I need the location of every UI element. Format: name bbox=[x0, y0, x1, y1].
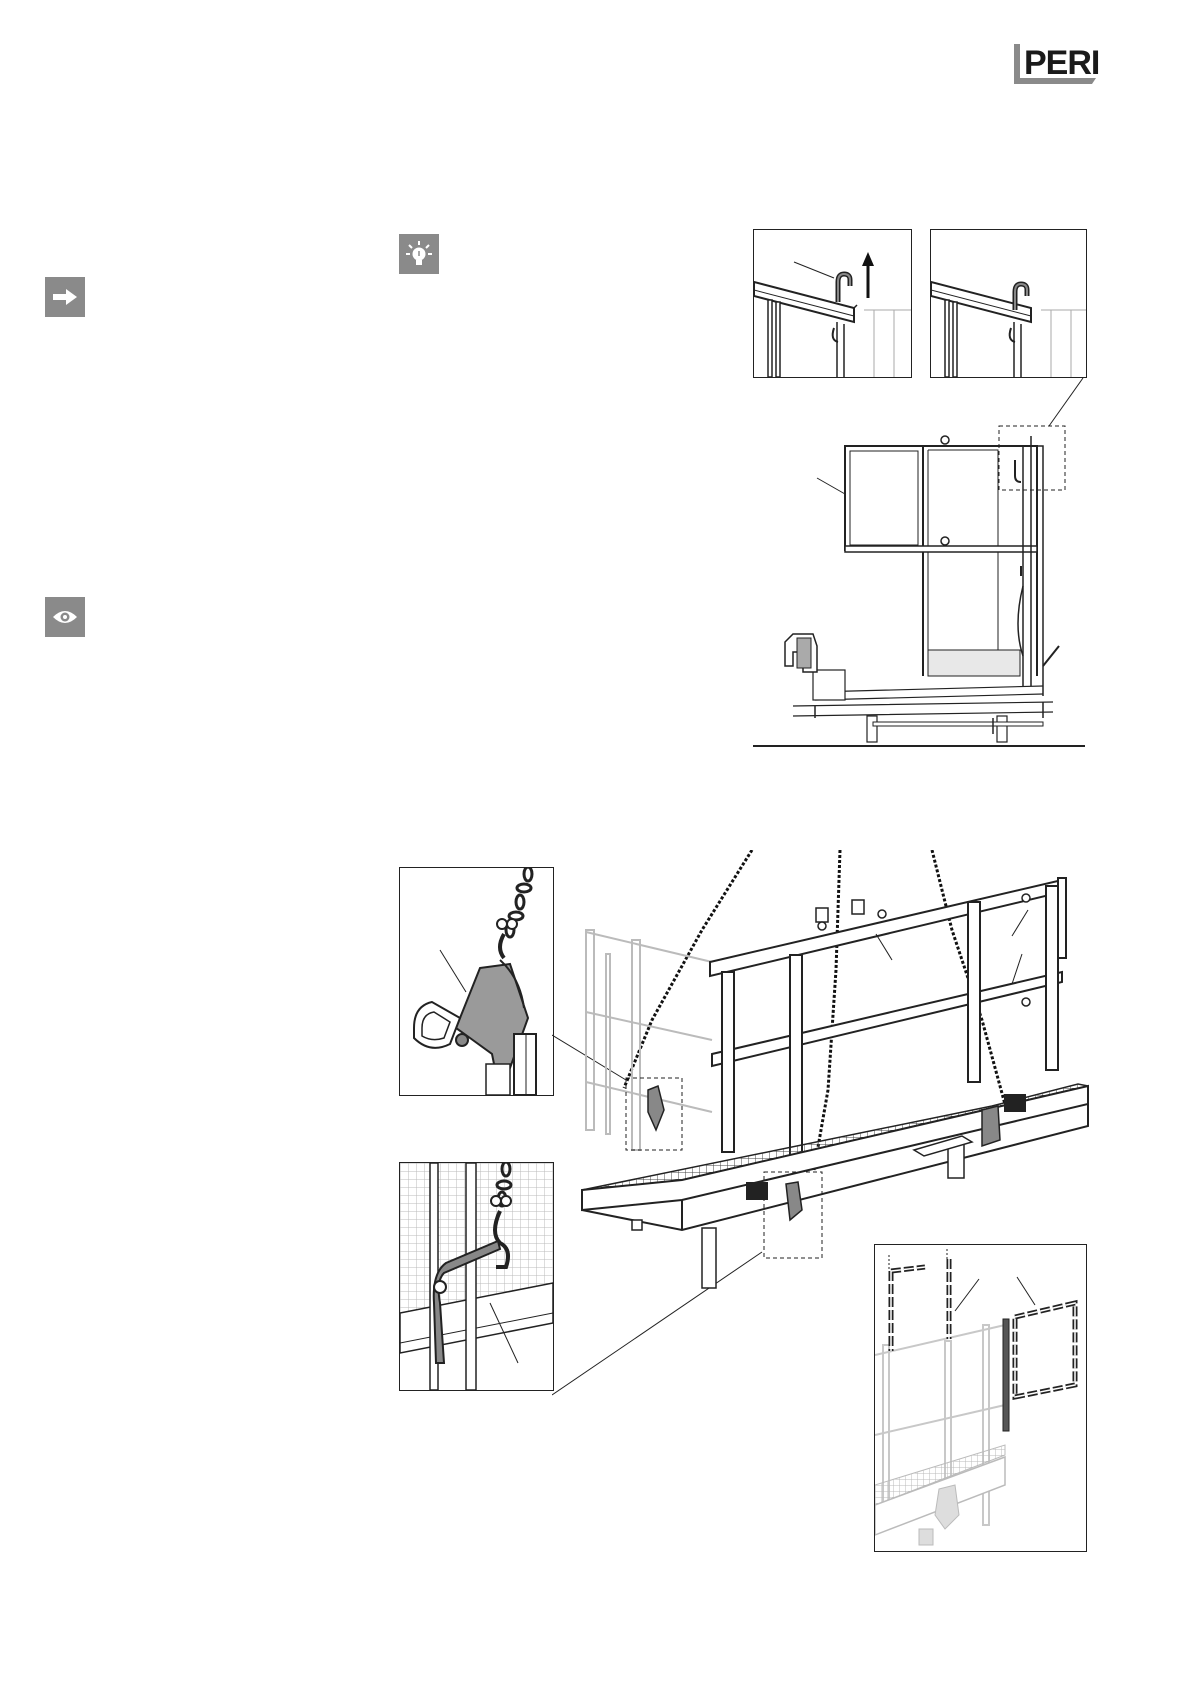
chain-hook-rail-detail-figure bbox=[399, 1162, 554, 1391]
guardrail-removal-detail-figure bbox=[874, 1244, 1087, 1552]
lightbulb-icon bbox=[399, 234, 439, 274]
brand-logo-text: PERI bbox=[1024, 44, 1100, 82]
arrow-right-icon bbox=[45, 277, 85, 317]
platform-side-elevation-figure bbox=[753, 376, 1085, 748]
peri-logo bbox=[1008, 42, 1098, 86]
chain-hook-clip-detail-figure bbox=[399, 867, 554, 1096]
hook-detail-engaged-figure bbox=[930, 229, 1087, 378]
eye-icon bbox=[45, 597, 85, 637]
hook-detail-lift-figure bbox=[753, 229, 912, 378]
